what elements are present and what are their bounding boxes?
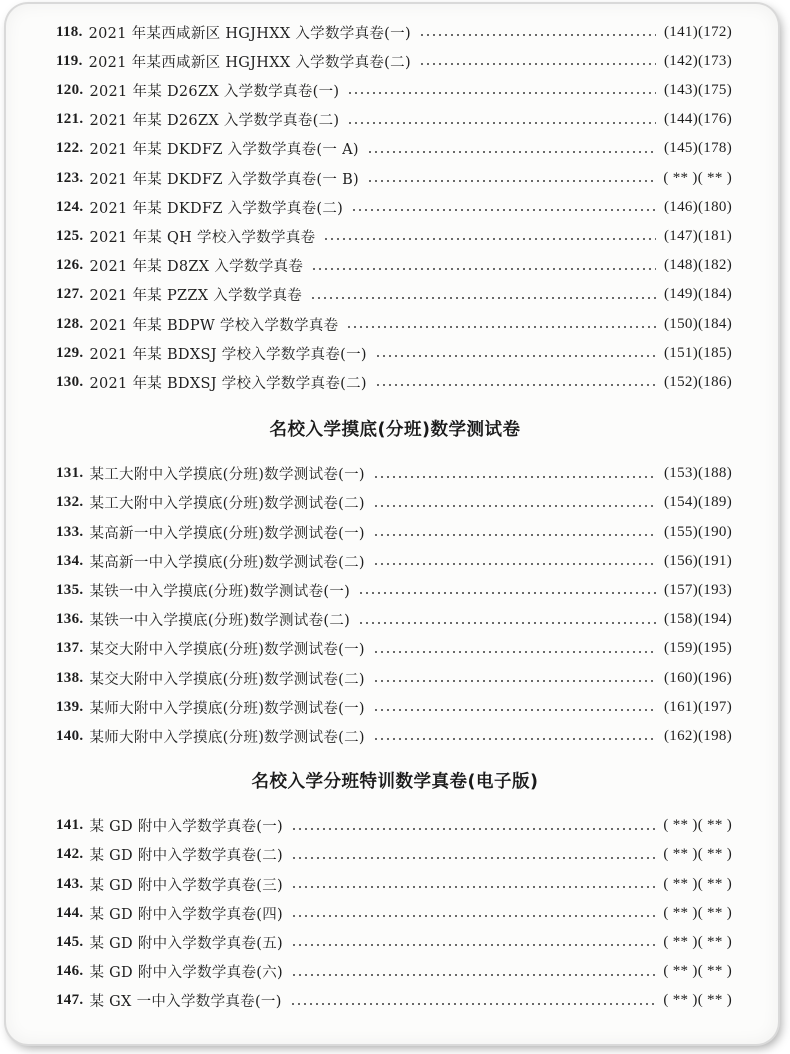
dot-leader [375,384,656,386]
entry-page-numbers: (155)(190) [664,523,732,540]
toc-entry[interactable] [56,78,732,102]
dot-leader [358,622,656,624]
entry-page-numbers: (149)(184) [664,286,732,303]
entry-page-numbers: ( ** )( ** ) [663,963,732,980]
dot-leader [346,326,656,328]
dot-leader [291,828,655,830]
dot-leader [373,709,656,711]
entry-title: 某 GX 一中入学数学真卷(一) [89,994,282,1011]
toc-entry[interactable] [56,637,732,661]
toc-entry[interactable] [56,108,732,132]
entry-title: 某高新一中入学摸底(分班)数学测试卷(二) [89,554,365,571]
entry-number: 138. [56,669,84,686]
entry-page-numbers: ( ** )( ** ) [663,992,732,1009]
dot-leader [367,180,655,182]
entry-number: 131. [56,465,84,482]
entry-page-numbers: (144)(176) [664,111,732,128]
entry-number: 121. [56,111,84,128]
entry-title: 2021 年某西咸新区 HGJHXX 入学数学真卷(一) [88,25,411,42]
entry-page-numbers: ( ** )( ** ) [663,846,732,863]
entry-page-numbers: (162)(198) [664,727,732,744]
toc-entry[interactable] [56,224,732,248]
entry-page-numbers: (153)(188) [664,465,732,482]
entry-page-numbers: ( ** )( ** ) [663,875,732,892]
entry-title: 某 GD 附中入学数学真卷(一) [89,819,283,836]
section-heading: 名校入学摸底(分班)数学测试卷 [269,419,521,440]
dot-leader [310,297,656,299]
entry-number: 119. [56,52,83,69]
entry-page-numbers: (142)(173) [664,52,732,69]
entry-title: 某工大附中入学摸底(分班)数学测试卷(一) [89,467,365,484]
dot-leader [311,268,656,270]
entry-page-numbers: (145)(178) [664,140,732,157]
dot-leader [373,534,656,536]
entry-page-numbers: (157)(193) [664,581,732,598]
entry-title: 某工大附中入学摸底(分班)数学测试卷(二) [89,496,365,513]
entry-number: 132. [56,494,84,511]
toc-entry[interactable] [56,901,732,925]
toc-entry[interactable] [56,520,732,544]
entry-page-numbers: ( ** )( ** ) [663,933,732,950]
entry-number: 143. [56,875,84,892]
entry-page-numbers: (156)(191) [664,552,732,569]
entry-number: 137. [56,640,84,657]
entry-title: 2021 年某 D26ZX 入学数学真卷(一) [89,83,340,100]
entry-page-numbers: (147)(181) [664,227,732,244]
entry-title: 2021 年某 PZZX 入学数学真卷 [89,288,303,305]
dot-leader [347,92,656,94]
dot-leader [367,151,656,153]
dot-leader [291,974,655,976]
dot-leader [419,63,656,65]
dot-leader [373,738,656,740]
entry-title: 某铁一中入学摸底(分班)数学测试卷(一) [89,583,351,600]
entry-title: 某铁一中入学摸底(分班)数学测试卷(二) [89,613,351,630]
dot-leader [347,122,656,124]
entry-page-numbers: (146)(180) [664,198,732,215]
toc-entry[interactable] [56,814,732,838]
entry-number: 133. [56,523,84,540]
entry-title: 某 GD 附中入学数学真卷(四) [89,906,283,923]
entry-number: 147. [56,992,84,1009]
entry-page-numbers: (151)(185) [664,344,732,361]
dot-leader [373,476,656,478]
entry-number: 118. [56,23,83,40]
toc-entry[interactable] [56,370,732,394]
toc-entry[interactable] [56,578,732,602]
entry-number: 145. [56,933,84,950]
entry-page-numbers: ( ** )( ** ) [663,904,732,921]
entry-title: 某师大附中入学摸底(分班)数学测试卷(二) [89,729,365,746]
entry-number: 129. [56,344,84,361]
entry-page-numbers: (141)(172) [664,23,732,40]
entry-number: 139. [56,698,84,715]
entry-title: 某交大附中入学摸底(分班)数学测试卷(二) [89,671,365,688]
entry-page-numbers: (158)(194) [664,611,732,628]
dot-leader [291,886,655,888]
entry-number: 140. [56,727,84,744]
toc-entry[interactable] [56,960,732,984]
entry-title: 某高新一中入学摸底(分班)数学测试卷(一) [89,525,365,542]
toc-entry[interactable] [56,666,732,690]
dot-leader [291,857,655,859]
entry-page-numbers: (160)(196) [664,669,732,686]
entry-title: 2021 年某 D8ZX 入学数学真卷 [89,259,304,276]
dot-leader [373,651,656,653]
toc-entry[interactable] [56,166,732,190]
dot-leader [291,944,655,946]
dot-leader [291,915,655,917]
toc-entry[interactable] [56,695,732,719]
entry-number: 125. [56,227,84,244]
toc-entry[interactable] [56,549,732,573]
entry-number: 126. [56,257,84,274]
toc-entry[interactable] [56,872,732,896]
entry-title: 2021 年某 BDXSJ 学校入学数学真卷(一) [89,346,367,363]
toc-entry[interactable] [56,491,732,515]
toc-entry[interactable] [56,49,732,73]
entry-number: 124. [56,198,84,215]
dot-leader [358,592,656,594]
entry-page-numbers: (152)(186) [664,373,732,390]
entry-title: 某 GD 附中入学数学真卷(六) [89,965,283,982]
entry-number: 136. [56,611,84,628]
entry-number: 123. [56,169,84,186]
dot-leader [323,238,656,240]
toc-entry[interactable] [56,312,732,336]
entry-title: 2021 年某 DKDFZ 入学数学真卷(一 A) [89,142,359,159]
entry-number: 127. [56,286,84,303]
entry-page-numbers: (143)(175) [664,81,732,98]
entry-title: 2021 年某 DKDFZ 入学数学真卷(二) [89,200,344,217]
toc-entry[interactable] [56,341,732,365]
entry-number: 120. [56,81,84,98]
entry-page-numbers: ( ** )( ** ) [663,169,732,186]
entry-page-numbers: ( ** )( ** ) [663,817,732,834]
toc-entry[interactable] [56,254,732,278]
entry-title: 某交大附中入学摸底(分班)数学测试卷(一) [89,642,365,659]
dot-leader [419,34,656,36]
dot-leader [373,563,656,565]
toc-entry[interactable] [56,930,732,954]
entry-title: 2021 年某西咸新区 HGJHXX 入学数学真卷(二) [88,54,411,71]
toc-entry[interactable] [56,989,732,1013]
dot-leader [373,680,656,682]
toc-entry[interactable] [56,843,732,867]
toc-entry[interactable] [56,724,732,748]
entry-number: 128. [56,315,84,332]
entry-number: 122. [56,140,84,157]
toc-entry[interactable] [56,608,732,632]
entry-number: 135. [56,581,84,598]
dot-leader [351,209,656,211]
entry-number: 130. [56,373,84,390]
toc-entry[interactable] [56,283,732,307]
entry-title: 某 GD 附中入学数学真卷(五) [89,935,283,952]
entry-page-numbers: (161)(197) [664,698,732,715]
entry-number: 144. [56,904,84,921]
entry-title: 2021 年某 BDPW 学校入学数学真卷 [89,317,339,334]
entry-number: 146. [56,963,84,980]
dot-leader [290,1003,656,1005]
toc-entry[interactable] [56,137,732,161]
entry-page-numbers: (154)(189) [664,494,732,511]
section-heading: 名校入学分班特训数学真卷(电子版) [251,771,539,792]
dot-leader [373,505,656,507]
entry-number: 134. [56,552,84,569]
entry-title: 2021 年某 D26ZX 入学数学真卷(二) [89,113,340,130]
toc-entry[interactable] [56,195,732,219]
entry-number: 141. [56,817,84,834]
entry-title: 2021 年某 DKDFZ 入学数学真卷(一 B) [89,171,359,188]
entry-page-numbers: (150)(184) [664,315,732,332]
dot-leader [375,355,656,357]
entry-title: 某 GD 附中入学数学真卷(三) [89,877,283,894]
entry-title: 2021 年某 QH 学校入学数学真卷 [89,229,316,246]
entry-title: 2021 年某 BDXSJ 学校入学数学真卷(二) [89,375,367,392]
entry-page-numbers: (148)(182) [664,257,732,274]
toc-entry[interactable] [56,462,732,486]
entry-title: 某师大附中入学摸底(分班)数学测试卷(一) [89,700,365,717]
toc-entry[interactable] [56,20,732,44]
entry-title: 某 GD 附中入学数学真卷(二) [89,848,283,865]
entry-number: 142. [56,846,84,863]
entry-page-numbers: (159)(195) [664,640,732,657]
